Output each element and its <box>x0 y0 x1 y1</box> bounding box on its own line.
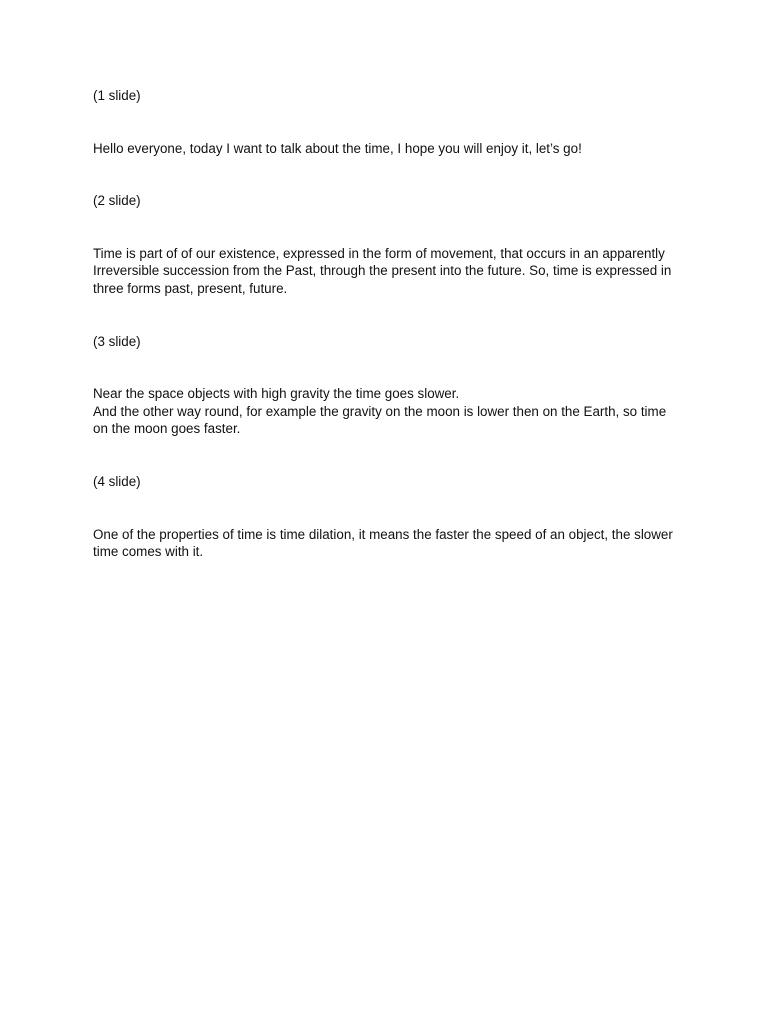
paragraph-gap <box>93 491 683 526</box>
paragraph-gap <box>93 157 683 192</box>
paragraph-gap <box>93 210 683 245</box>
paragraph-gap <box>93 350 683 385</box>
slide-2-text: Time is part of of our existence, expressed in the form of movement, that occurs in an apparently Irreversible succession from the Past, through the present into the future. So, time is expressed in three forms past, present, future. <box>93 245 676 296</box>
slide-2-heading: (2 slide) <box>93 193 141 209</box>
slide-1-text: Hello everyone, today I want to talk about the time, I hope you will enjoy it, let’s go! <box>93 140 582 156</box>
slide-3-heading: (3 slide) <box>93 333 141 349</box>
slide-4-heading: (4 slide) <box>93 473 141 489</box>
document-body <box>93 87 683 561</box>
slide-3-text: Near the space objects with high gravity the time goes slower. And the other way round, for example the gravity on the moon is lower then on the Earth, so time on the moon goes faster. <box>93 386 667 437</box>
slide-4-text: One of the properties of time is time dilation, it means the faster the speed of an object, the slower time comes with it. <box>93 526 677 560</box>
paragraph-gap <box>93 105 683 140</box>
paragraph-gap <box>93 298 683 333</box>
paragraph-gap <box>93 438 683 473</box>
slide-1-heading: (1 slide) <box>93 88 141 103</box>
